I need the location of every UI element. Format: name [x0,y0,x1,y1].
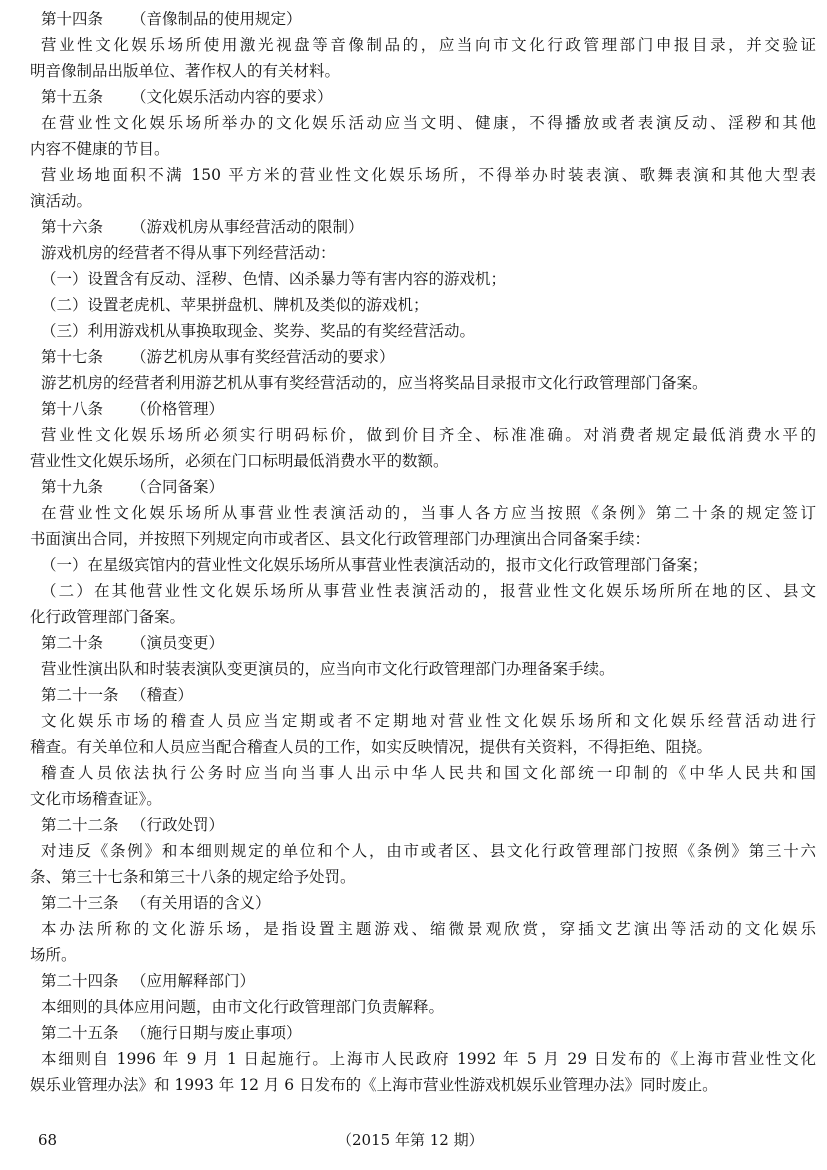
article-number: 第二十四条 [41,972,119,990]
paragraph-line: 文化市场稽查证》。 [30,790,162,808]
article-title: （合同备案） [131,478,225,496]
document-page [30,6,816,1098]
article-heading-17 [30,344,816,370]
article-title: （文化娱乐活动内容的要求） [131,88,333,106]
article-title: （有关用语的含义） [131,894,271,912]
list-item: （三）利用游戏机从事换取现金、奖券、奖品的有奖经营活动。 [41,322,476,340]
article-heading-24 [30,968,816,994]
article-number: 第二十二条 [41,816,119,834]
paragraph-line: 本细则自 1996 年 9 月 1 日起施行。上海市人民政府 1992 年 5 月 29 日发布的《上海市营业性文化 [41,1050,816,1068]
article-heading-25 [30,1020,816,1046]
article-number: 第二十三条 [41,894,119,912]
article-heading-23 [30,890,816,916]
article-heading-22 [30,812,816,838]
article-title: （演员变更） [131,634,225,652]
paragraph-line: 营业性演出队和时装表演队变更演员的，应当向市文化行政管理部门办理备案手续。 [41,660,615,678]
paragraph-line: 娱乐业管理办法》和 1993 年 12 月 6 日发布的《上海市营业性游戏机娱乐业管理办法》同时废止。 [30,1076,718,1094]
paragraph-line: 稽查。有关单位和人员应当配合稽查人员的工作，如实反映情况，提供有关资料，不得拒绝、阻挠。 [30,738,713,756]
article-title: （稽查） [131,686,194,704]
paragraph-line: 营业场地面积不满 150 平方米的营业性文化娱乐场所，不得举办时装表演、歌舞表演和其他大型表 [41,166,816,184]
article-title: （应用解释部门） [131,972,256,990]
article-number: 第十九条 [41,478,104,496]
article-number: 第二十五条 [41,1024,119,1042]
article-heading-14 [30,6,816,32]
list-item-continuation: 化行政管理部门备案。 [30,608,186,626]
article-heading-18 [30,396,816,422]
article-title: （施行日期与废止事项） [131,1024,302,1042]
list-item: （一）在星级宾馆内的营业性文化娱乐场所从事营业性表演活动的，报市文化行政管理部门备案； [41,556,708,574]
paragraph-line: 条、第三十七条和第三十八条的规定给予处罚。 [30,868,356,886]
paragraph-line: 文化娱乐市场的稽查人员应当定期或者不定期地对营业性文化娱乐场所和文化娱乐经营活动进行 [41,712,816,730]
list-item: （一）设置含有反动、淫秽、色情、凶杀暴力等有害内容的游戏机； [41,270,507,288]
paragraph-line: 内容不健康的节目。 [30,140,170,158]
paragraph-line: 书面演出合同，并按照下列规定向市或者区、县文化行政管理部门办理演出合同备案手续： [30,530,651,548]
article-number: 第十五条 [41,88,104,106]
paragraph-line: 演活动。 [30,192,93,210]
article-title: （游戏机房从事经营活动的限制） [131,218,364,236]
paragraph-line: 营业性文化娱乐场所使用激光视盘等音像制品的，应当向市文化行政管理部门申报目录，并交验证 [41,36,816,54]
page-footer [0,1128,827,1152]
paragraph-line: 稽查人员依法执行公务时应当向当事人出示中华人民共和国文化部统一印制的《中华人民共和国 [41,764,816,782]
article-title: （行政处罚） [131,816,225,834]
article-heading-20 [30,630,816,656]
article-heading-21 [30,682,816,708]
article-heading-15 [30,84,816,110]
article-number: 第二十一条 [41,686,119,704]
article-number: 第十八条 [41,400,104,418]
page-number: 68 [38,1131,58,1149]
paragraph-line: 明音像制品出版单位、著作权人的有关材料。 [30,62,341,80]
paragraph-line: 对违反《条例》和本细则规定的单位和个人，由市或者区、县文化行政管理部门按照《条例》第三十六 [41,842,816,860]
article-number: 第二十条 [41,634,104,652]
article-number: 第十四条 [41,10,104,28]
paragraph-line: 营业性文化娱乐场所必须实行明码标价，做到价目齐全、标准准确。对消费者规定最低消费水平的 [41,426,816,444]
paragraph-line: 游戏机房的经营者不得从事下列经营活动： [41,244,336,262]
paragraph-line: 在营业性文化娱乐场所从事营业性表演活动的，当事人各方应当按照《条例》第二十条的规定签订 [41,504,816,522]
article-number: 第十六条 [41,218,104,236]
article-title: （游艺机房从事有奖经营活动的要求） [131,348,395,366]
list-item: （二）在其他营业性文化娱乐场所从事营业性表演活动的，报营业性文化娱乐场所所在地的区、县文 [41,582,816,600]
paragraph-line: 场所。 [30,946,77,964]
paragraph-line: 本细则的具体应用问题，由市文化行政管理部门负责解释。 [41,998,445,1016]
article-number: 第十七条 [41,348,104,366]
paragraph-line: 营业性文化娱乐场所，必须在门口标明最低消费水平的数额。 [30,452,449,470]
list-item: （二）设置老虎机、苹果拼盘机、牌机及类似的游戏机； [41,296,429,314]
paragraph-line: 游艺机房的经营者利用游艺机从事有奖经营活动的，应当将奖品目录报市文化行政管理部门备案。 [41,374,708,392]
article-heading-19 [30,474,816,500]
article-title: （音像制品的使用规定） [131,10,302,28]
issue-label: （2015 年第 12 期） [337,1131,484,1149]
paragraph-line: 在营业性文化娱乐场所举办的文化娱乐活动应当文明、健康，不得播放或者表演反动、淫秽和其他 [41,114,816,132]
article-title: （价格管理） [131,400,225,418]
paragraph-line: 本办法所称的文化游乐场，是指设置主题游戏、缩微景观欣赏，穿插文艺演出等活动的文化娱乐 [41,920,816,938]
article-heading-16 [30,214,816,240]
